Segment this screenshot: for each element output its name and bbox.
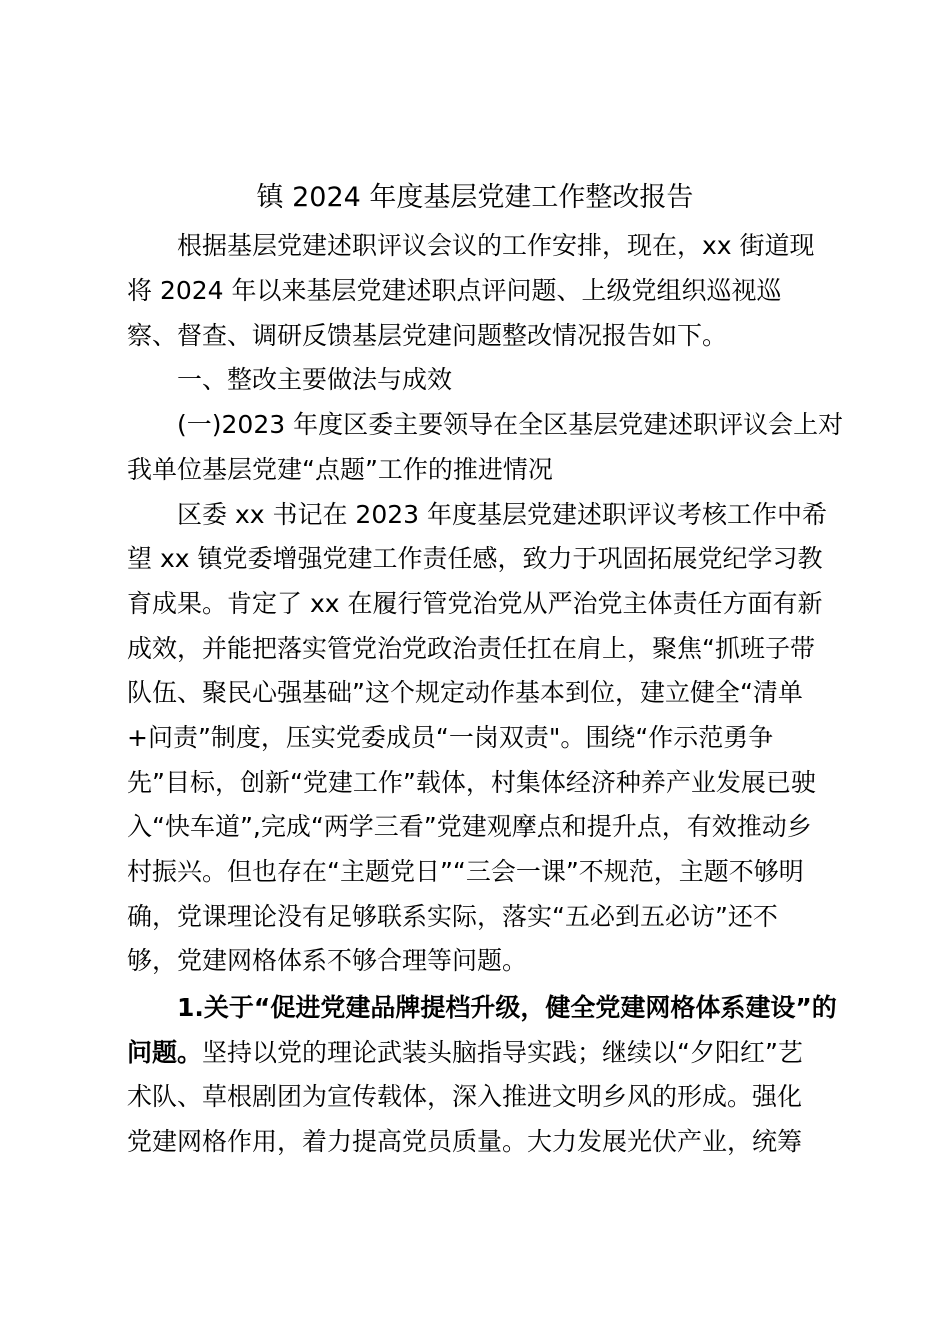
body-line-11: 够，党建网格体系不够合理等问题。: [127, 946, 528, 975]
intro-line-3: 察、督查、调研反馈基层党建问题整改情况报告如下。: [127, 321, 728, 350]
subsection-heading-line-2: 我单位基层党建“点题”工作的推进情况: [127, 455, 553, 484]
item-heading-end: 问题。: [127, 1038, 203, 1067]
subsection-heading-line-1: (一)2023 年度区委主要领导在全区基层党建述职评议会上对: [177, 410, 844, 439]
item-line-1: [127, 1031, 803, 1075]
section-heading-1: 一、整改主要做法与成效: [177, 365, 453, 394]
body-line-6: +问责”制度，压实党委成员“一岗双责"。围绕“作示范勇争: [127, 723, 774, 752]
item-line-2: 术队、草根剧团为宣传载体，深入推进文明乡风的形成。强化: [127, 1082, 803, 1111]
intro-line-2: 将 2024 年以来基层党建述职点评问题、上级党组织巡视巡: [127, 276, 782, 305]
body-line-1: 区委 xx 书记在 2023 年度基层党建述职评议考核工作中希: [177, 500, 828, 529]
document-title: 镇 2024 年度基层党建工作整改报告: [256, 182, 694, 213]
item-heading-line-1: 1.关于“促进党建品牌提档升级，健全党建网格体系建设”的: [177, 993, 837, 1022]
body-line-4: 成效，并能把落实管党治党政治责任扛在肩上，聚焦“抓班子带: [127, 634, 815, 663]
body-line-10: 确，党课理论没有足够联系实际，落实“五必到五必访”还不: [127, 902, 778, 931]
body-line-9: 村振兴。但也存在“主题党日”“三会一课”不规范，主题不够明: [127, 857, 804, 886]
body-line-8: 入“快车道”,完成“两学三看”党建观摩点和提升点，有效推动乡: [127, 812, 812, 841]
body-line-7: 先”目标，创新“党建工作”载体，村集体经济种养产业发展已驶: [127, 768, 816, 797]
intro-line-1: 根据基层党建述职评议会议的工作安排，现在，xx 街道现: [177, 231, 815, 260]
item-line-3: 党建网格作用，着力提高党员质量。大力发展光伏产业，统筹: [127, 1127, 803, 1156]
body-line-5: 队伍、聚民心强基础”这个规定动作基本到位，建立健全“清单: [127, 678, 803, 707]
item-text-start: 坚持以党的理论武装头脑指导实践；继续以“夕阳红”艺: [202, 1038, 803, 1067]
body-line-3: 育成果。肯定了 xx 在履行管党治党从严治党主体责任方面有新: [127, 589, 823, 618]
body-line-2: 望 xx 镇党委增强党建工作责任感，致力于巩固拓展党纪学习教: [127, 544, 823, 573]
